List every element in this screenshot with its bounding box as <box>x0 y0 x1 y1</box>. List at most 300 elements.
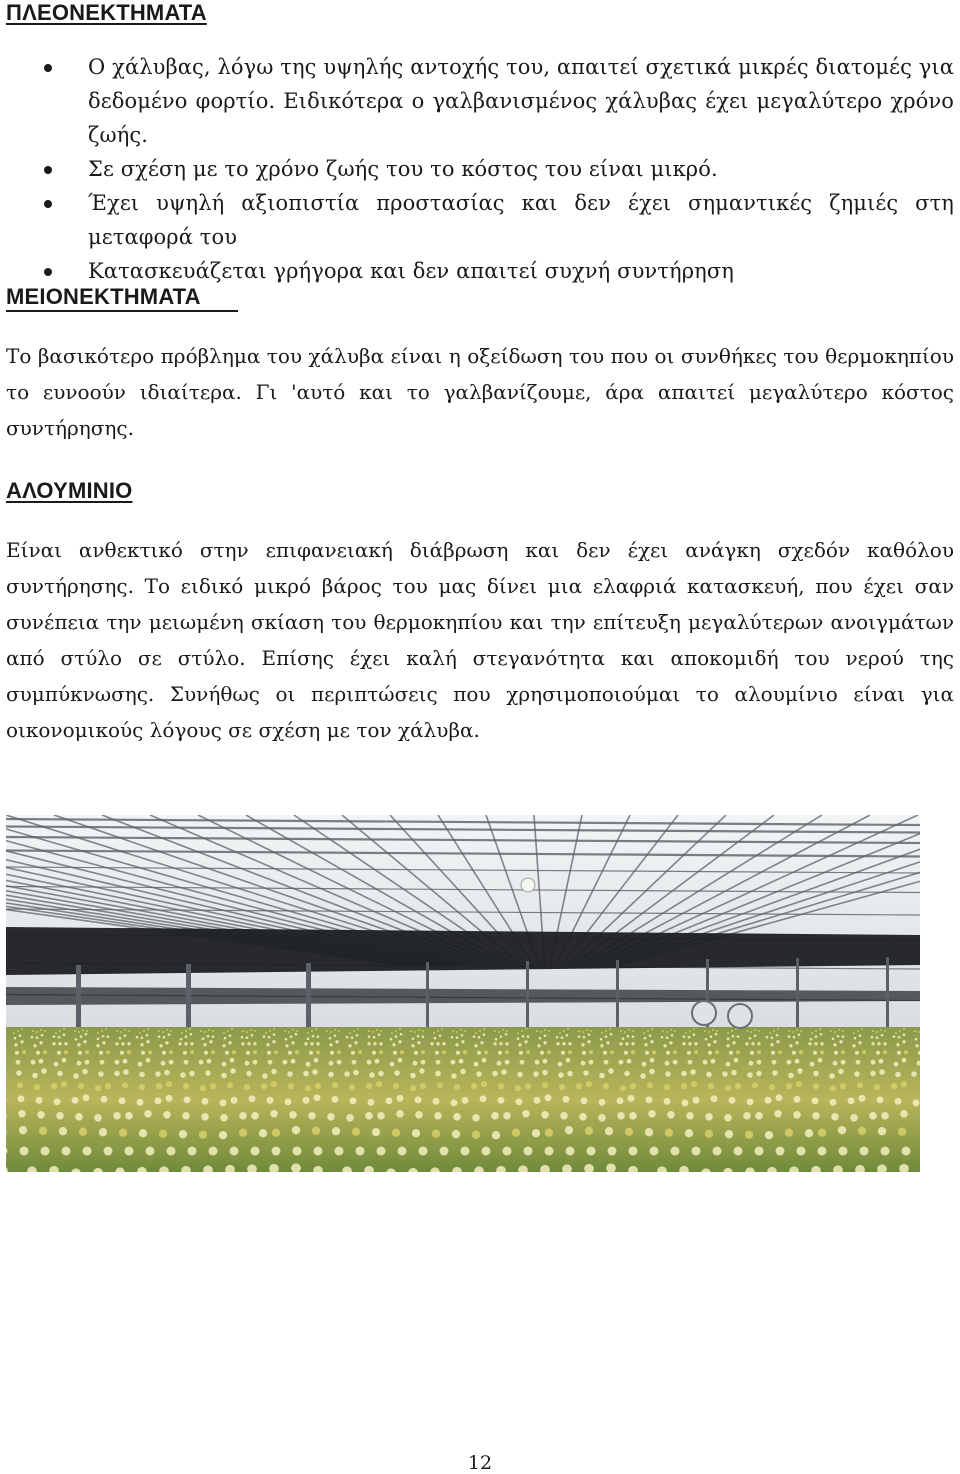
flower-dot <box>410 1030 412 1032</box>
flower-dot <box>711 1095 718 1102</box>
flower-dot <box>75 1038 78 1041</box>
flower-dot <box>891 1083 897 1089</box>
list-item <box>0 50 960 152</box>
flower-dot <box>880 1029 882 1031</box>
flower-dot <box>421 1060 426 1065</box>
flower-dot <box>681 1083 687 1089</box>
flower-dot <box>80 1035 83 1038</box>
flower-dot <box>541 1111 549 1119</box>
flower-dot <box>219 1131 227 1139</box>
flower-dot <box>842 1030 844 1032</box>
flower-dot <box>688 1060 693 1065</box>
flower-dot <box>378 1071 384 1077</box>
flower-dot <box>810 1062 815 1067</box>
flower-dot <box>201 1113 209 1121</box>
flower-dot <box>475 1032 477 1034</box>
flower-dot <box>182 1112 190 1120</box>
flower-dot <box>344 1071 350 1077</box>
flower-dot <box>708 1031 710 1033</box>
flower-dot <box>250 1029 252 1031</box>
flower-dot <box>664 1084 670 1090</box>
flower-dot <box>251 1147 260 1156</box>
flower-dot <box>271 1081 277 1087</box>
flower-dot <box>334 1029 336 1031</box>
flower-dot <box>307 1037 310 1040</box>
flower-dot <box>141 1051 145 1055</box>
flower-dot <box>332 1127 340 1135</box>
flower-dot <box>876 1031 878 1033</box>
flower-dot <box>432 1130 440 1138</box>
flower-dot <box>227 1030 229 1032</box>
flower-dot <box>220 1114 228 1122</box>
flower-dot <box>545 1094 552 1101</box>
flower-dot <box>650 1040 653 1043</box>
flower-dot <box>481 1081 487 1087</box>
flower-dot <box>451 1060 456 1065</box>
flower-dot <box>222 1044 225 1047</box>
flower-dot <box>127 1050 131 1054</box>
flower-dot <box>101 1096 108 1103</box>
flower-dot <box>503 1112 511 1120</box>
flower-dot <box>461 1147 470 1156</box>
flower-dot <box>788 1073 794 1079</box>
flower-dot <box>754 1029 756 1031</box>
flower-dot <box>263 1035 266 1038</box>
flower-dot <box>798 1033 801 1036</box>
support-post <box>886 957 889 1027</box>
flower-dot <box>183 1083 189 1089</box>
flower-dot <box>350 1097 357 1104</box>
flower-dot <box>579 1113 587 1121</box>
flower-dot <box>57 1071 63 1077</box>
flower-dot <box>414 1031 416 1033</box>
flower-dot <box>674 1030 676 1032</box>
flower-dot <box>16 1060 21 1065</box>
flower-dot <box>434 1112 442 1120</box>
flower-dot <box>115 1060 120 1065</box>
flower-dot <box>251 1112 259 1120</box>
flower-dot <box>32 1073 38 1079</box>
flower-dot <box>808 1042 811 1045</box>
flower-dot <box>834 1031 836 1033</box>
flower-dot <box>493 1042 496 1045</box>
flower-dot <box>288 1083 294 1089</box>
flower-dot <box>694 1042 697 1045</box>
flower-dot <box>542 1082 548 1088</box>
flower-dot <box>53 1035 56 1038</box>
flower-dot <box>377 1147 386 1156</box>
flower-dot <box>356 1147 365 1156</box>
flower-dot <box>351 1051 355 1055</box>
flower-dot <box>247 1042 250 1045</box>
flower-dot <box>665 1071 671 1077</box>
flower-dot <box>757 1042 760 1045</box>
flower-dot <box>624 1051 628 1055</box>
support-post <box>616 960 619 1030</box>
flower-dot <box>713 1040 716 1043</box>
flower-dot <box>600 1038 603 1041</box>
flower-dot <box>568 1050 572 1054</box>
flower-dot <box>163 1036 166 1039</box>
flower-dot <box>41 1068 47 1074</box>
flower-dot <box>390 1062 395 1067</box>
flower-dot <box>877 1096 884 1103</box>
flower-dot <box>472 1114 480 1122</box>
flower-dot <box>262 1073 268 1079</box>
support-post <box>426 962 429 1032</box>
flower-dot <box>437 1030 439 1032</box>
flower-dot <box>838 1069 844 1075</box>
flower-dot <box>556 1042 559 1045</box>
flower-dot <box>329 1043 332 1046</box>
flower-dot <box>818 1147 827 1156</box>
flower-dot <box>729 1097 736 1104</box>
flower-dot <box>143 1030 145 1032</box>
flower-dot <box>482 1147 491 1156</box>
flower-dot <box>526 1050 530 1054</box>
flower-dot <box>75 1113 83 1121</box>
flower-dot <box>671 1147 680 1156</box>
flower-dot <box>239 1112 247 1120</box>
flower-dot <box>229 1034 232 1037</box>
flower-dot <box>82 1029 84 1031</box>
flower-dot <box>395 1035 398 1038</box>
flower-dot <box>305 1085 311 1091</box>
flower-dot <box>308 1112 316 1120</box>
flower-dot <box>335 1040 338 1043</box>
flower-dot <box>525 1028 527 1030</box>
flower-dot <box>627 1059 632 1064</box>
flower-dot <box>414 1051 418 1055</box>
flower-dot <box>269 1030 271 1032</box>
flower-dot <box>559 1032 561 1034</box>
flower-dot <box>148 1050 152 1054</box>
flower-dot <box>711 1059 716 1064</box>
flower-dot <box>413 1061 418 1066</box>
flower-dot <box>705 1038 708 1041</box>
flower-dot <box>705 1130 713 1138</box>
flower-dot <box>860 1147 869 1156</box>
flower-dot <box>474 1044 477 1047</box>
flower-dot <box>563 1096 570 1103</box>
flower-dot <box>548 1030 550 1032</box>
flower-dot <box>691 1081 697 1087</box>
flower-dot <box>617 1097 624 1104</box>
flower-dot <box>689 1030 691 1032</box>
flower-dot <box>95 1085 101 1091</box>
flower-dot <box>62 1147 71 1156</box>
flower-dot <box>625 1128 633 1136</box>
flower-dot <box>32 1030 34 1032</box>
flower-dot <box>665 1061 670 1066</box>
flower-dot <box>36 1031 38 1033</box>
flower-dot <box>833 1043 836 1046</box>
flower-dot <box>266 1043 269 1046</box>
flower-dot <box>913 1099 920 1106</box>
flower-dot <box>598 1114 606 1122</box>
flower-dot <box>141 1036 144 1039</box>
flower-dot <box>587 1040 590 1043</box>
flower-dot <box>372 1128 380 1136</box>
flower-dot <box>207 1035 210 1038</box>
flower-dot <box>664 1098 671 1105</box>
flower-dot <box>64 1042 67 1045</box>
flower-dot <box>119 1097 126 1104</box>
flower-dot <box>368 1030 370 1032</box>
flower-dot <box>771 1036 774 1039</box>
flower-dot <box>578 1035 581 1038</box>
flower-dot <box>372 1031 374 1033</box>
flower-dot <box>441 1028 443 1030</box>
flower-dot <box>395 1030 397 1032</box>
flower-dot <box>61 1081 67 1087</box>
flower-dot <box>503 1147 512 1156</box>
flower-dot <box>810 1038 813 1041</box>
flower-dot <box>393 1083 399 1089</box>
flower-dot <box>820 1050 824 1054</box>
aluminium-paragraph: Είναι ανθεκτικό στην επιφανειακή διάβρωση και δεν έχει ανάγκη σχεδόν καθόλου συντήρησης. Το ειδικό μικρό βάρος του μας δίνει μια ελαφριά κατασκευή, που έχει σαν συνέπεια την μειωμένη σκίαση του θερμοκηπίου και την επίτευξη μεγαλύτερων ανοιγμάτων από στύλο σε στύλο. Επίσης έχει καλή στεγανότητα και αποκομιδή του νερού της συμπύκνωσης. Συνήθως οι περιπτώσεις που χρησιμοποιούμαι το αλουμίνιο είναι για οικονομικούς λόγους σε σχέση με τον χάλυβα. <box>6 538 954 742</box>
flower-dot <box>390 1038 393 1041</box>
flower-dot <box>855 1051 859 1055</box>
flower-dot <box>312 1069 318 1075</box>
flower-dot <box>578 1030 580 1032</box>
flower-dot <box>417 1035 420 1038</box>
flower-dot <box>605 1030 607 1032</box>
flower-dot <box>188 1147 197 1156</box>
flower-dot <box>114 1071 120 1077</box>
flower-dot <box>295 1050 299 1054</box>
flower-dot <box>476 1071 482 1077</box>
flower-dot <box>812 1097 819 1104</box>
flower-dot <box>729 1051 733 1055</box>
flower-dot <box>442 1042 445 1045</box>
flower-dot <box>283 1060 288 1065</box>
flower-dot <box>792 1051 796 1055</box>
flower-dot <box>522 1035 525 1038</box>
flower-dot <box>400 1033 403 1036</box>
flower-dot <box>272 1129 280 1137</box>
flower-dot <box>170 1030 172 1032</box>
flower-dot <box>649 1034 652 1037</box>
flower-dot <box>777 1028 779 1030</box>
flower-dot <box>895 1098 902 1105</box>
flower-dot <box>715 1033 718 1036</box>
flower-dot <box>59 1030 61 1032</box>
flower-dot <box>713 1147 722 1156</box>
flower-dot <box>349 1084 355 1090</box>
flower-dot <box>156 1083 162 1089</box>
flower-dot <box>155 1071 161 1077</box>
flower-dot <box>17 1030 19 1032</box>
flower-dot <box>669 1041 672 1044</box>
flower-dot <box>335 1147 344 1156</box>
flower-dot <box>604 1060 609 1065</box>
flower-dot <box>725 1085 731 1091</box>
flower-dot <box>398 1040 401 1043</box>
flower-dot <box>881 1112 889 1120</box>
flower-dot <box>770 1043 773 1046</box>
flower-dot <box>872 1030 874 1032</box>
flower-dot <box>471 1083 477 1089</box>
flower-dot <box>648 1110 656 1118</box>
flower-dot <box>292 1126 300 1134</box>
flower-dot <box>36 1036 39 1039</box>
flower-dot <box>392 1043 395 1046</box>
flower-dot <box>124 1034 127 1037</box>
flower-dot <box>879 1069 885 1075</box>
flower-dot <box>180 1072 186 1078</box>
flower-dot <box>708 1051 712 1055</box>
flower-dot <box>244 1084 250 1090</box>
flower-dot <box>230 1147 239 1156</box>
flower-dot <box>703 1060 708 1065</box>
flower-dot <box>272 1040 275 1043</box>
flower-dot <box>119 1129 127 1137</box>
flower-dot <box>629 1147 638 1156</box>
flower-dot <box>692 1147 701 1156</box>
flower-dot <box>107 1035 110 1038</box>
flower-dot <box>284 1030 286 1032</box>
flower-dot <box>56 1112 64 1120</box>
flower-dot <box>105 1083 111 1089</box>
flower-dot <box>498 1031 500 1033</box>
flower-dot <box>473 1035 476 1038</box>
flower-dot <box>376 1081 382 1087</box>
flower-dot <box>285 1044 288 1047</box>
flower-dot <box>357 1028 359 1030</box>
flower-dot <box>455 1043 458 1046</box>
flower-dot <box>338 1030 340 1032</box>
flower-dot <box>232 1050 236 1054</box>
flower-dot <box>685 1129 693 1137</box>
flower-dot <box>41 1147 50 1156</box>
flower-dot <box>477 1051 481 1055</box>
flower-dot <box>734 1058 739 1063</box>
flower-dot <box>644 1037 647 1040</box>
flower-dot <box>712 1029 714 1031</box>
flower-dot <box>158 1035 161 1038</box>
flower-dot <box>561 1051 565 1055</box>
flower-dot <box>688 1042 691 1045</box>
flower-dot <box>900 1110 908 1118</box>
flower-dot <box>208 1029 210 1031</box>
greenhouse-illustration <box>6 815 920 1172</box>
flower-dot <box>710 1035 713 1038</box>
flower-dot <box>456 1051 460 1055</box>
flower-dot <box>673 1060 678 1065</box>
flower-dot <box>436 1060 441 1065</box>
flower-dot <box>241 1036 244 1039</box>
flower-dot <box>410 1073 416 1079</box>
flower-dot <box>505 1050 509 1054</box>
flower-dot <box>484 1050 488 1054</box>
flower-dot <box>896 1043 899 1046</box>
flower-dot <box>303 1097 310 1104</box>
flower-dot <box>608 1147 617 1156</box>
flower-dot <box>314 1058 319 1063</box>
flower-dot <box>837 1035 840 1038</box>
flower-dot <box>242 1030 244 1032</box>
flower-dot <box>505 1060 510 1065</box>
flower-dot <box>161 1061 166 1066</box>
flower-dot <box>856 1060 861 1065</box>
flower-dot <box>204 1031 206 1033</box>
flower-dot <box>391 1032 393 1034</box>
flower-dot <box>79 1128 87 1136</box>
flower-dot <box>693 1028 695 1030</box>
flower-dot <box>166 1029 168 1031</box>
flower-dot <box>314 1147 323 1156</box>
flower-dot <box>451 1036 454 1039</box>
flower-dot <box>125 1112 133 1120</box>
flower-dot <box>78 1031 80 1033</box>
flower-dot <box>209 1040 212 1043</box>
flower-dot <box>334 1034 337 1037</box>
support-post <box>306 963 311 1033</box>
flower-dot <box>857 1082 863 1088</box>
flower-dot <box>858 1041 861 1044</box>
flower-dot <box>19 1034 22 1037</box>
flower-dot <box>881 1034 884 1037</box>
flower-dot <box>33 1044 36 1047</box>
flower-dot <box>376 1029 378 1031</box>
flower-dot <box>589 1060 594 1065</box>
flower-dot <box>97 1037 100 1040</box>
flower-dot <box>861 1028 863 1030</box>
flower-dot <box>543 1059 548 1064</box>
flower-dot <box>727 1032 729 1034</box>
flower-dot <box>543 1041 546 1044</box>
flower-dot <box>646 1096 653 1103</box>
flower-dot <box>862 1050 866 1054</box>
flower-dot <box>726 1062 731 1067</box>
flower-dot <box>776 1034 779 1037</box>
flower-dot <box>492 1071 498 1077</box>
flower-dot <box>901 1081 907 1087</box>
flower-dot <box>430 1042 433 1045</box>
flower-dot <box>205 1070 211 1076</box>
flower-dot <box>227 1082 233 1088</box>
flower-dot <box>766 1036 769 1039</box>
flower-dot <box>904 1050 908 1054</box>
flower-dot <box>367 1060 372 1065</box>
flower-dot <box>287 1071 293 1077</box>
flower-dot <box>666 1031 668 1033</box>
flower-dot <box>814 1042 817 1045</box>
flower-dot <box>876 1036 879 1039</box>
flower-dot <box>353 1070 359 1076</box>
flower-dot <box>915 1044 918 1047</box>
flower-dot <box>820 1042 823 1045</box>
flower-dot <box>631 1042 634 1045</box>
flower-dot <box>452 1130 460 1138</box>
flower-dot <box>497 1061 502 1066</box>
flower-dot <box>37 1111 45 1119</box>
flower-dot <box>661 1036 664 1039</box>
flower-dot <box>274 1050 278 1054</box>
flower-dot <box>581 1043 584 1046</box>
flower-dot <box>585 1127 593 1135</box>
flower-dot <box>417 1041 420 1044</box>
flower-dot <box>542 1070 548 1076</box>
flower-dot <box>162 1031 164 1033</box>
flower-dot <box>291 1059 296 1064</box>
flower-dot <box>105 1028 107 1030</box>
flower-dot <box>735 1083 741 1089</box>
flower-dot <box>420 1083 426 1089</box>
flower-dot <box>811 1032 813 1034</box>
flower-dot <box>220 1099 227 1106</box>
